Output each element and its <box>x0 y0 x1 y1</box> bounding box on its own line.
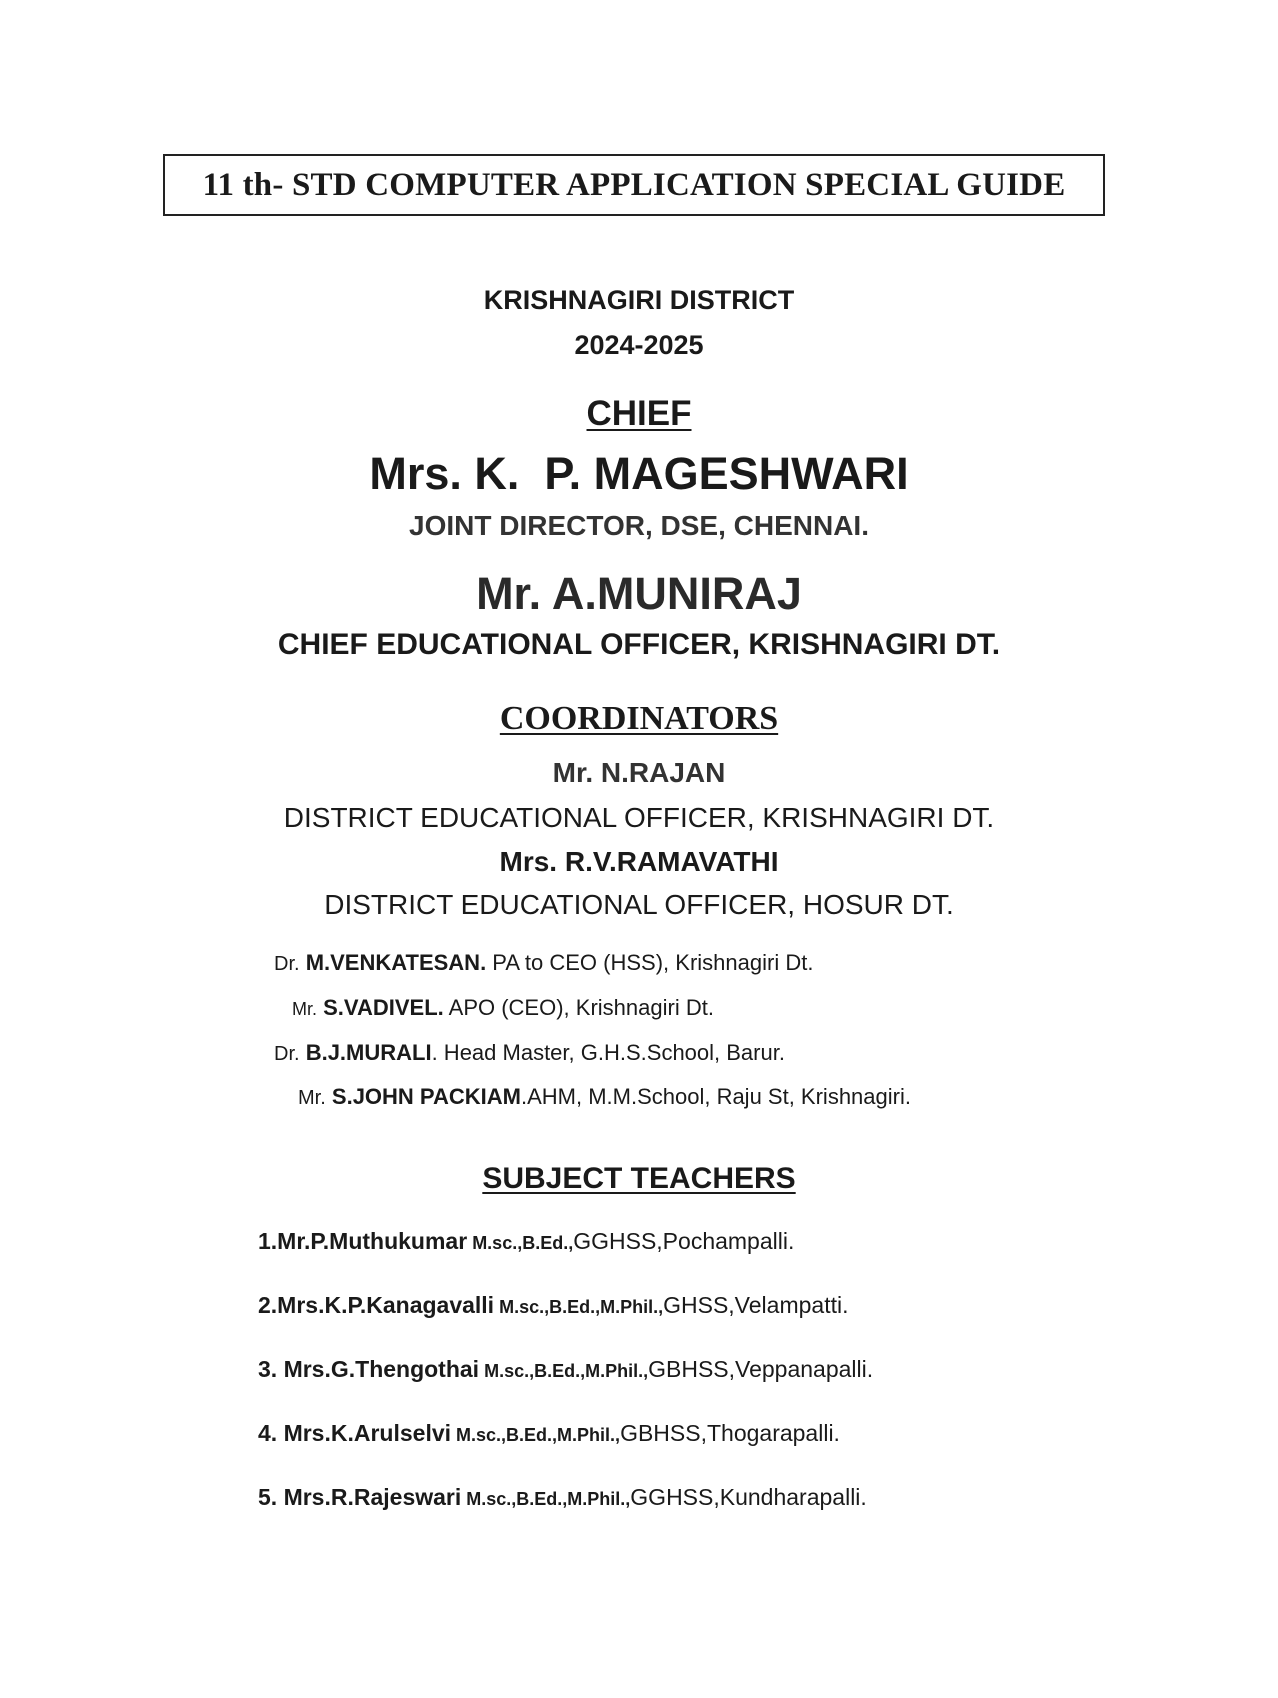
teacher-entry: 2.Mrs.K.P.Kanagavalli M.sc.,B.Ed.,M.Phil.,GHSS,Velampatti. <box>258 1292 849 1318</box>
teacher-entry: 1.Mr.P.Muthukumar M.sc.,B.Ed.,GGHSS,Pochampalli. <box>258 1228 795 1254</box>
chief-role: JOINT DIRECTOR, DSE, CHENNAI. <box>409 510 869 541</box>
coordinator-officer-name: Mrs. R.V.RAMAVATHI <box>499 846 779 877</box>
coordinator-officer-role: DISTRICT EDUCATIONAL OFFICER, KRISHNAGIRI DT. <box>283 802 995 833</box>
coordinators-heading: COORDINATORS <box>499 700 779 737</box>
coordinator-officer-name: Mr. N.RAJAN <box>552 757 726 788</box>
ceo-name: Mr. A.MUNIRAJ <box>476 568 802 619</box>
guide-title: 11 th- STD COMPUTER APPLICATION SPECIAL GUIDE <box>202 166 1066 203</box>
coordinator-member: Mr. S.JOHN PACKIAM.AHM, M.M.School, Raju St, Krishnagiri. <box>298 1084 911 1109</box>
ceo-role: CHIEF EDUCATIONAL OFFICER, KRISHNAGIRI DT. <box>277 628 1001 661</box>
coordinator-member: Dr. M.VENKATESAN. PA to CEO (HSS), Krishnagiri Dt. <box>274 950 814 975</box>
coordinator-member: Dr. B.J.MURALI. Head Master, G.H.S.School, Barur. <box>274 1040 785 1065</box>
guide-title-box <box>163 154 1105 216</box>
teacher-entry: 5. Mrs.R.Rajeswari M.sc.,B.Ed.,M.Phil.,GGHSS,Kundharapalli. <box>258 1484 867 1510</box>
district-name: KRISHNAGIRI DISTRICT <box>483 285 795 315</box>
academic-year: 2024-2025 <box>574 330 704 360</box>
teacher-entry: 3. Mrs.G.Thengothai M.sc.,B.Ed.,M.Phil.,GBHSS,Veppanapalli. <box>258 1356 874 1382</box>
subject-teachers-heading: SUBJECT TEACHERS <box>482 1162 796 1195</box>
chief-name: Mrs. K. P. MAGESHWARI <box>369 448 909 499</box>
teacher-entry: 4. Mrs.K.Arulselvi M.sc.,B.Ed.,M.Phil.,GBHSS,Thogarapalli. <box>258 1420 840 1446</box>
coordinator-member: Mr. S.VADIVEL. APO (CEO), Krishnagiri Dt. <box>292 995 714 1020</box>
coordinator-officer-role: DISTRICT EDUCATIONAL OFFICER, HOSUR DT. <box>324 889 954 920</box>
chief-heading: CHIEF <box>586 394 692 433</box>
